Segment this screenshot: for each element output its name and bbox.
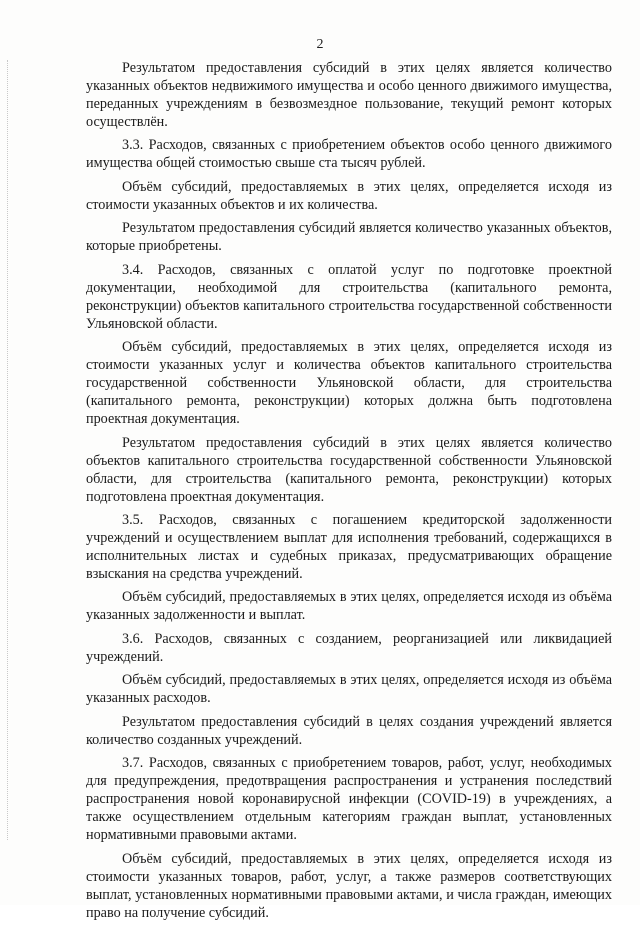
paragraph-3-4-result: Результатом предоставления субсидий в этих целях является количество объектов капитального строительства государственной собственности Ульяновской области, для строительства (капитального ремонта, реконструкции) которых подготовлена проектная документация. [86, 434, 612, 505]
paragraph-3-7-volume: Объём субсидий, предоставляемых в этих целях, определяется исходя из стоимости указанных товаров, работ, услуг, а также размеров соответствующих выплат, установленных нормативными правовыми актами, и числа граждан, имеющих право на получение субсидий. [86, 850, 612, 921]
paragraph-result-repair: Результатом предоставления субсидий в этих целях является количество указанных объектов недвижимого имущества и особо ценного движимого имущества, переданных учреждениям в безвозмездное пользование, текущий ремонт которых осуществлён. [86, 60, 612, 130]
paragraph-3-7: 3.7. Расходов, связанных с приобретением товаров, работ, услуг, необходимых для предупреждения, предотвращения распространения и устранения последствий распространения новой коронавирусной инфекции (COVID-19) в учреждениях, а также осуществлением отдельным категориям граждан выплат, установленных нормативными правовыми актами. [86, 755, 612, 844]
paragraph-3-6-volume: Объём субсидий, предоставляемых в этих целях, определяется исходя из объёма указанных расходов. [86, 672, 612, 707]
paragraph-3-5: 3.5. Расходов, связанных с погашением кредиторской задолженности учреждений и осуществлением выплат для исполнения требований, содержащихся в исполнительных листах и судебных приказах, предусматривающих обращение взыскания на средства учреждений. [86, 512, 612, 582]
paragraph-3-3: 3.3. Расходов, связанных с приобретением объектов особо ценного движимого имущества общей стоимостью свыше ста тысяч рублей. [86, 137, 612, 172]
paragraph-3-5-volume: Объём субсидий, предоставляемых в этих целях, определяется исходя из объёма указанных задолженности и выплат. [86, 589, 612, 624]
scan-edge-marks [7, 60, 9, 840]
paragraph-3-6: 3.6. Расходов, связанных с созданием, реорганизацией или ликвидацией учреждений. [86, 630, 612, 665]
paragraph-3-6-result: Результатом предоставления субсидий в целях создания учреждений является количество созданных учреждений. [86, 713, 612, 748]
paragraph-3-4-volume: Объём субсидий, предоставляемых в этих целях, определяется исходя из стоимости указанных услуг и количества объектов капитального строительства государственной собственности Ульяновской области, для строительства (капитального ремонта, реконструкции) которых должна быть подготовлена проектная документация. [86, 339, 612, 428]
paragraph-3-4: 3.4. Расходов, связанных с оплатой услуг по подготовке проектной документации, необходимой для строительства (капитального ремонта, реконструкции) объектов капитального строительства государственной собственности Ульяновской области. [86, 261, 612, 332]
document-body [86, 60, 612, 928]
paragraph-3-3-volume: Объём субсидий, предоставляемых в этих целях, определяется исходя из стоимости указанных объектов и их количества. [86, 178, 612, 213]
paragraph-3-3-result: Результатом предоставления субсидий является количество указанных объектов, которые приобретены. [86, 220, 612, 255]
page-number: 2 [316, 37, 324, 52]
